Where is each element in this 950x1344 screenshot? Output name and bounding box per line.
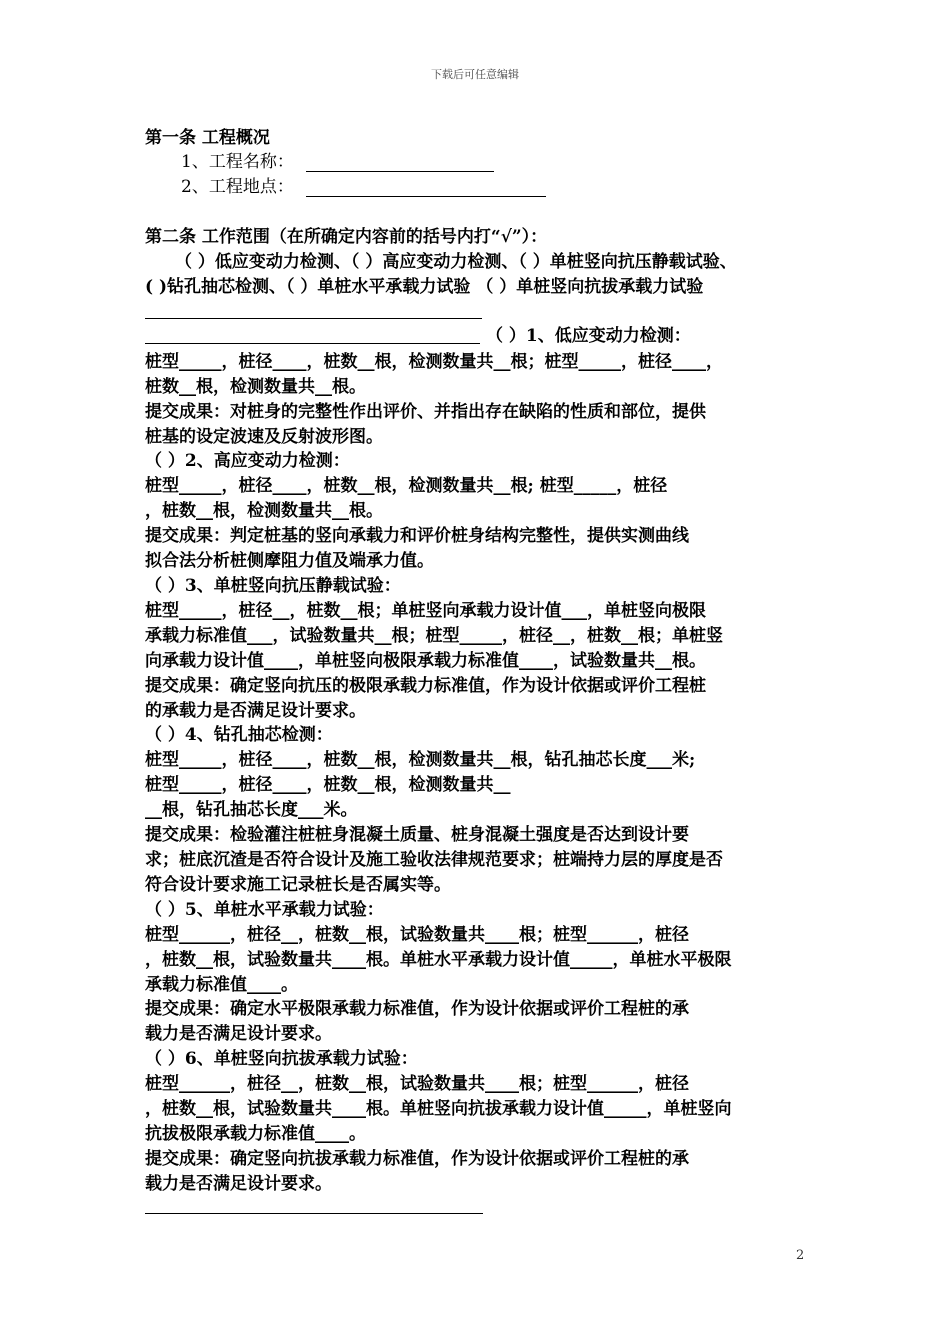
item-3-params-line-2: 承载力标准值___，试验数量共__根；桩型_____，桩径__，桩数__根；单桩竖: [145, 626, 723, 646]
item-3-heading: （ ）3、单桩竖向抗压静载试验：: [145, 576, 401, 596]
blank-rule-2: [145, 343, 480, 344]
item-6-params-line-1: 桩型______，桩径__，桩数__根，试验数量共____根；桩型______，桩径: [145, 1074, 689, 1094]
item-4-result-line-3: 符合设计要求施工记录桩长是否属实等。: [145, 875, 451, 895]
item-4-params-line-2: 桩型_____，桩径____，桩数__根，检测数量共__: [145, 775, 511, 795]
item-1-heading: （ ）1、低应变动力检测：: [486, 326, 691, 346]
item-6-result-line-1: 提交成果：确定竖向抗拔承载力标准值，作为设计依据或评价工程桩的承: [145, 1149, 689, 1169]
item-4-result-line-1: 提交成果：检验灌注桩桩身混凝土质量、桩身混凝土强度是否达到设计要: [145, 825, 689, 845]
project-name-field[interactable]: [306, 171, 494, 172]
blank-rule-3: [145, 1213, 483, 1214]
project-name-label: 1、工程名称：: [181, 152, 294, 172]
item-3-result-line-1: 提交成果：确定竖向抗压的极限承载力标准值，作为设计依据或评价工程桩: [145, 676, 706, 696]
scope-options-line-1: （ ）低应变动力检测、（ ）高应变动力检测、（ ）单桩竖向抗压静载试验、: [175, 252, 737, 272]
project-location-field[interactable]: [306, 196, 546, 197]
item-1-params-line-1: 桩型_____，桩径____，桩数__根，检测数量共__根；桩型_____，桩径____，: [145, 352, 723, 372]
blank-rule-1: [145, 318, 482, 319]
scope-options-line-2: ( )钻孔抽芯检测、（ ）单桩水平承载力试验 （ ）单桩竖向抗拔承载力试验: [145, 277, 704, 297]
item-5-result-line-2: 载力是否满足设计要求。: [145, 1024, 332, 1044]
project-location-label: 2、工程地点：: [181, 177, 294, 197]
item-2-result-line-1: 提交成果：判定桩基的竖向承载力和评价桩身结构完整性，提供实测曲线: [145, 526, 689, 546]
item-1-result-line-1: 提交成果：对桩身的完整性作出评价、并指出存在缺陷的性质和部位，提供: [145, 402, 706, 422]
item-6-params-line-3: 抗拔极限承载力标准值____。: [145, 1124, 366, 1144]
item-5-heading: （ ）5、单桩水平承载力试验：: [145, 900, 384, 920]
item-3-params-line-3: 向承载力设计值____，单桩竖向极限承载力标准值____，试验数量共__根。: [145, 651, 706, 671]
item-2-heading: （ ）2、高应变动力检测：: [145, 451, 350, 471]
page-number: 2: [796, 1248, 805, 1263]
item-6-heading: （ ）6、单桩竖向抗拔承载力试验：: [145, 1049, 418, 1069]
item-6-params-line-2: ，桩数__根，试验数量共____根。单桩竖向抗拔承载力设计值_____，单桩竖向: [145, 1099, 732, 1119]
section-2-title: 第二条 工作范围（在所确定内容前的括号内打“√”）：: [145, 227, 548, 247]
item-5-params-line-2: ，桩数__根，试验数量共____根。单桩水平承载力设计值_____，单桩水平极限: [145, 950, 732, 970]
item-5-params-line-1: 桩型______，桩径__，桩数__根，试验数量共____根；桩型______，桩径: [145, 925, 689, 945]
section-1-title: 第一条 工程概况: [145, 128, 270, 148]
item-5-result-line-1: 提交成果：确定水平极限承载力标准值，作为设计依据或评价工程桩的承: [145, 999, 689, 1019]
item-1-result-line-2: 桩基的设定波速及反射波形图。: [145, 427, 383, 447]
item-2-result-line-2: 拟合法分析桩侧摩阻力值及端承力值。: [145, 551, 434, 571]
item-5-params-line-3: 承载力标准值____。: [145, 975, 298, 995]
item-3-result-line-2: 的承载力是否满足设计要求。: [145, 701, 366, 721]
item-4-result-line-2: 求；桩底沉渣是否符合设计及施工验收法律规范要求；桩端持力层的厚度是否: [145, 850, 723, 870]
page-header: 下载后可任意编辑: [431, 68, 519, 81]
item-6-result-line-2: 载力是否满足设计要求。: [145, 1174, 332, 1194]
item-1-params-line-2: 桩数__根，检测数量共__根。: [145, 377, 366, 397]
item-4-params-line-1: 桩型_____，桩径____，桩数__根，检测数量共__根，钻孔抽芯长度___米;: [145, 750, 696, 770]
item-2-params-line-2: ，桩数__根，检测数量共__根。: [145, 501, 383, 521]
item-3-params-line-1: 桩型_____，桩径__，桩数__根；单桩竖向承载力设计值___，单桩竖向极限: [145, 601, 706, 621]
item-2-params-line-1: 桩型_____，桩径____，桩数__根，检测数量共__根; 桩型_____，桩径: [145, 476, 668, 496]
item-4-params-line-3: __根，钻孔抽芯长度___米。: [145, 800, 358, 820]
item-4-heading: （ ）4、钻孔抽芯检测：: [145, 725, 333, 745]
